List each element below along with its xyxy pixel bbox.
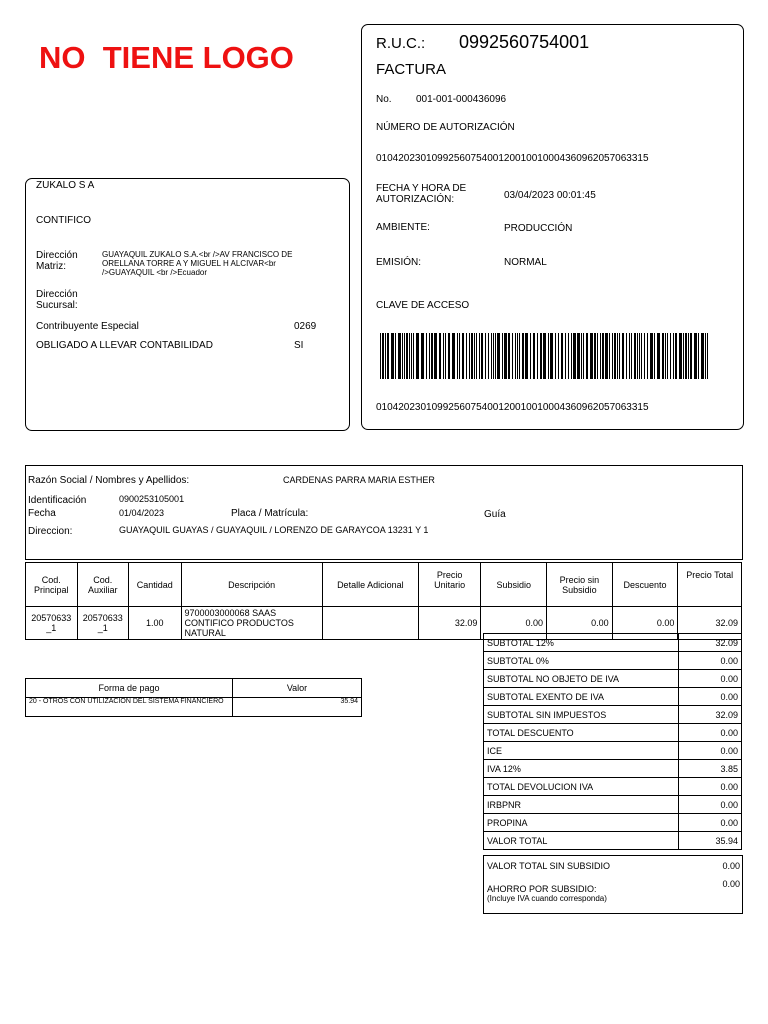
barcode-bar (665, 333, 666, 379)
total-label: SUBTOTAL EXENTO DE IVA (484, 688, 679, 706)
barcode-bar (683, 333, 684, 379)
cliente-razon: CARDENAS PARRA MARIA ESTHER (283, 475, 435, 485)
barcode-bar (581, 333, 582, 379)
contribuyente-label: Contribuyente Especial (36, 321, 139, 332)
col-cod-principal: Cod. Principal (26, 563, 78, 607)
barcode-bar (382, 333, 384, 379)
barcode-bar (647, 333, 648, 379)
barcode-bar (504, 333, 507, 379)
barcode-bar (387, 333, 389, 379)
cell-cantidad: 1.00 (129, 607, 182, 640)
contribuyente-value: 0269 (294, 321, 317, 332)
barcode-bar (434, 333, 437, 379)
clave-acceso-label: CLAVE DE ACCESO (376, 300, 470, 311)
barcode-bar (594, 333, 596, 379)
barcode-bar (568, 333, 569, 379)
barcode-bar (583, 333, 584, 379)
emisor-razon-social: ZUKALO S A (36, 180, 95, 191)
total-value: 35.94 (679, 832, 742, 850)
barcode-bar (459, 333, 460, 379)
col-descuento: Descuento (612, 563, 678, 607)
totales-row (484, 778, 742, 796)
cell-precio-total: 32.09 (678, 607, 742, 640)
emision-label: EMISIÓN: (376, 257, 422, 268)
barcode-bar (654, 333, 655, 379)
obligado-value: SI (294, 340, 304, 351)
barcode-bar (443, 333, 444, 379)
cell-detalle-adicional (322, 607, 418, 640)
items-header-row (26, 563, 742, 607)
barcode-bar (519, 333, 520, 379)
ahorro-subsidio: 0.00 (722, 879, 740, 889)
barcode-bar (411, 333, 412, 379)
barcode-bar (409, 333, 410, 379)
barcode-bar (614, 333, 616, 379)
barcode-bar (540, 333, 542, 379)
total-label: SUBTOTAL 12% (484, 634, 679, 652)
barcode-bar (448, 333, 450, 379)
direccion-matriz: GUAYAQUIL ZUKALO S.A.<br />AV FRANCISCO DE ORELLANA TORRE A Y MIGUEL H ALCIVAR<br />GUAYAQUIL <br />Ecuador (102, 250, 293, 277)
totales-row (484, 670, 742, 688)
barcode-bar (577, 333, 580, 379)
barcode-bar (622, 333, 624, 379)
cell-descuento: 0.00 (612, 607, 678, 640)
items-table (25, 562, 742, 640)
barcode-bar (476, 333, 477, 379)
totales-row (484, 796, 742, 814)
direccion-sucursal-label: Dirección Sucursal: (36, 289, 78, 311)
barcode-bar (537, 333, 538, 379)
cell-precio-unitario: 32.09 (418, 607, 481, 640)
barcode-bar (452, 333, 455, 379)
barcode-bar (398, 333, 401, 379)
barcode-bar (466, 333, 467, 379)
barcode-bar (497, 333, 500, 379)
barcode-bar (670, 333, 671, 379)
barcode-bar (679, 333, 682, 379)
forma-pago-value: 20 - OTROS CON UTILIZACION DEL SISTEMA FINANCIERO (26, 698, 233, 717)
barcode-bar (657, 333, 660, 379)
total-value: 32.09 (679, 634, 742, 652)
clave-acceso-number: 0104202301099256075400120010010004360962057063315 (376, 402, 649, 413)
barcode-bar (571, 333, 572, 379)
barcode-bar (565, 333, 566, 379)
barcode-bar (445, 333, 446, 379)
barcode-bar (522, 333, 524, 379)
totales-table (483, 633, 742, 850)
barcode-bar (488, 333, 489, 379)
barcode-bar (602, 333, 604, 379)
barcode-bar (619, 333, 620, 379)
barcode-bar (650, 333, 653, 379)
col-subsidio: Subsidio (481, 563, 547, 607)
barcode-bar (380, 333, 381, 379)
total-value: 0.00 (679, 742, 742, 760)
barcode-bar (605, 333, 608, 379)
barcode-bar (474, 333, 475, 379)
totales-row (484, 832, 742, 850)
guia-label: Guía (484, 509, 506, 520)
fecha-autorizacion: 03/04/2023 00:01:45 (504, 190, 596, 201)
barcode-bar (688, 333, 689, 379)
total-label: ICE (484, 742, 679, 760)
total-value: 0.00 (679, 814, 742, 832)
pago-row (26, 698, 362, 717)
emisor-box (25, 178, 350, 431)
no-logo-text: NO TIENE LOGO (39, 40, 294, 75)
barcode-bar (530, 333, 531, 379)
barcode-bar (457, 333, 458, 379)
barcode-bar (429, 333, 430, 379)
total-label: IRBPNR (484, 796, 679, 814)
total-label: SUBTOTAL 0% (484, 652, 679, 670)
totales-row (484, 724, 742, 742)
barcode-bar (439, 333, 441, 379)
cell-subsidio: 0.00 (481, 607, 547, 640)
barcode-bar (508, 333, 510, 379)
barcode-bar (705, 333, 706, 379)
barcode-bar (701, 333, 704, 379)
barcode-bar (617, 333, 618, 379)
barcode-bar (391, 333, 394, 379)
barcode-bar (639, 333, 640, 379)
totales-row (484, 652, 742, 670)
total-label: VALOR TOTAL (484, 832, 679, 850)
barcode-bar (600, 333, 601, 379)
barcode-bar (493, 333, 494, 379)
ambiente-label: AMBIENTE: (376, 222, 430, 233)
totales-row (484, 814, 742, 832)
barcode-bar (431, 333, 433, 379)
cliente-direccion-label: Direccion: (28, 526, 73, 537)
barcode-bar (707, 333, 708, 379)
barcode-bar (469, 333, 470, 379)
barcode-bar (416, 333, 419, 379)
barcode-bar (558, 333, 559, 379)
ahorro-subsidio-label: AHORRO POR SUBSIDIO: (487, 884, 597, 894)
barcode-bar (517, 333, 518, 379)
valor-sin-subsidio: 0.00 (722, 861, 740, 871)
barcode-bar (525, 333, 528, 379)
barcode-bar (515, 333, 516, 379)
subsidio-box (483, 855, 743, 914)
factura-no-label: No. (376, 94, 392, 105)
cliente-razon-label: Razón Social / Nombres y Apellidos: (28, 475, 190, 486)
obligado-label: OBLIGADO A LLEVAR CONTABILIDAD (36, 340, 213, 351)
direccion-matriz-label: Dirección Matriz: (36, 250, 78, 272)
ruc-label: R.U.C.: (376, 35, 426, 52)
total-value: 0.00 (679, 796, 742, 814)
valor-header: Valor (233, 679, 362, 698)
total-value: 0.00 (679, 724, 742, 742)
fecha-autorizacion-label: FECHA Y HORA DE AUTORIZACIÓN: (376, 183, 467, 205)
barcode-bar (426, 333, 427, 379)
barcode-bar (573, 333, 576, 379)
barcode-bar (637, 333, 638, 379)
total-label: SUBTOTAL NO OBJETO DE IVA (484, 670, 679, 688)
barcode-bar (543, 333, 546, 379)
col-detalle-adicional: Detalle Adicional (322, 563, 418, 607)
emisor-nombre-comercial: CONTIFICO (36, 215, 91, 226)
barcode-bar (533, 333, 535, 379)
barcode-bar (421, 333, 424, 379)
cell-precio-sin-subsidio: 0.00 (547, 607, 613, 640)
total-value: 0.00 (679, 670, 742, 688)
barcode-bar (597, 333, 598, 379)
total-value: 3.85 (679, 760, 742, 778)
factura-no: 001-001-000436096 (416, 94, 507, 105)
cell-cod-auxiliar: 20570633_1 (77, 607, 129, 640)
total-value: 0.00 (679, 652, 742, 670)
pago-header-row (26, 679, 362, 698)
totales-row (484, 742, 742, 760)
placa-label: Placa / Matrícula: (231, 508, 309, 519)
col-precio-unitario: Precio Unitario (418, 563, 481, 607)
barcode-bar (644, 333, 645, 379)
cliente-direccion: GUAYAQUIL GUAYAS / GUAYAQUIL / LORENZO DE GARAYCOA 13231 Y 1 (119, 525, 429, 535)
barcode-bar (612, 333, 613, 379)
barcode-bar (634, 333, 636, 379)
barcode-bar (512, 333, 513, 379)
barcode-bar (694, 333, 697, 379)
barcode-bar (561, 333, 563, 379)
totales-row (484, 634, 742, 652)
totales-row (484, 760, 742, 778)
barcode-bar (631, 333, 632, 379)
col-precio-total: Precio Total (678, 563, 742, 607)
barcode-bar (395, 333, 396, 379)
total-label: IVA 12% (484, 760, 679, 778)
total-value: 0.00 (679, 778, 742, 796)
ambiente-value: PRODUCCIÓN (504, 223, 573, 234)
barcode-bar (502, 333, 503, 379)
barcode-bar (471, 333, 473, 379)
col-precio-sin-subsidio: Precio sin Subsidio (547, 563, 613, 607)
barcode-bar (662, 333, 664, 379)
col-descripcion: Descripción (181, 563, 322, 607)
barcode-bar (673, 333, 674, 379)
autorizacion-number: 0104202301099256075400120010010004360962057063315 (376, 153, 649, 164)
cell-cod-principal: 20570633_1 (26, 607, 78, 640)
barcode-bar (495, 333, 496, 379)
barcode-bar (385, 333, 386, 379)
cliente-box (25, 465, 743, 560)
barcode-bar (675, 333, 677, 379)
ahorro-subsidio-note: (Incluye IVA cuando corresponda) (487, 894, 607, 903)
barcode-bar (548, 333, 549, 379)
barcode-bar (481, 333, 483, 379)
barcode-bar (629, 333, 630, 379)
barcode-bar (590, 333, 593, 379)
barcode-bar (485, 333, 486, 379)
cliente-fecha: 01/04/2023 (119, 508, 165, 518)
cliente-fecha-label: Fecha (28, 508, 56, 519)
barcode-bar (685, 333, 687, 379)
forma-pago-header: Forma de pago (26, 679, 233, 698)
cell-descripcion: 9700003000068 SAAS CONTIFICO PRODUCTOS NATURAL (181, 607, 322, 640)
col-cod-auxiliar: Cod. Auxiliar (77, 563, 129, 607)
total-label: PROPINA (484, 814, 679, 832)
total-value: 0.00 (679, 688, 742, 706)
forma-pago-table (25, 678, 362, 717)
total-label: TOTAL DEVOLUCION IVA (484, 778, 679, 796)
barcode-bar (550, 333, 553, 379)
totales-row (484, 688, 742, 706)
barcode-bar (609, 333, 610, 379)
barcode-bar (690, 333, 692, 379)
barcode (380, 333, 710, 379)
barcode-bar (402, 333, 403, 379)
barcode-bar (586, 333, 588, 379)
cliente-id-label: Identificación (28, 495, 87, 506)
cliente-id: 0900253105001 (119, 494, 185, 504)
barcode-bar (698, 333, 699, 379)
autorizacion-label: NÚMERO DE AUTORIZACIÓN (376, 122, 515, 133)
col-cantidad: Cantidad (129, 563, 182, 607)
factura-box (361, 24, 744, 430)
valor-sin-subsidio-label: VALOR TOTAL SIN SUBSIDIO (487, 861, 611, 871)
emision-value: NORMAL (504, 257, 547, 268)
pago-valor: 35.94 (233, 698, 362, 717)
barcode-bar (667, 333, 668, 379)
barcode-bar (555, 333, 556, 379)
barcode-bar (413, 333, 414, 379)
total-value: 32.09 (679, 706, 742, 724)
totales-row (484, 706, 742, 724)
barcode-bar (462, 333, 464, 379)
total-label: TOTAL DESCUENTO (484, 724, 679, 742)
barcode-bar (404, 333, 405, 379)
barcode-bar (491, 333, 492, 379)
barcode-bar (406, 333, 408, 379)
barcode-bar (626, 333, 627, 379)
barcode-bar (641, 333, 642, 379)
factura-title: FACTURA (376, 61, 447, 78)
ruc-value: 0992560754001 (459, 32, 590, 52)
total-label: SUBTOTAL SIN IMPUESTOS (484, 706, 679, 724)
barcode-bar (479, 333, 480, 379)
